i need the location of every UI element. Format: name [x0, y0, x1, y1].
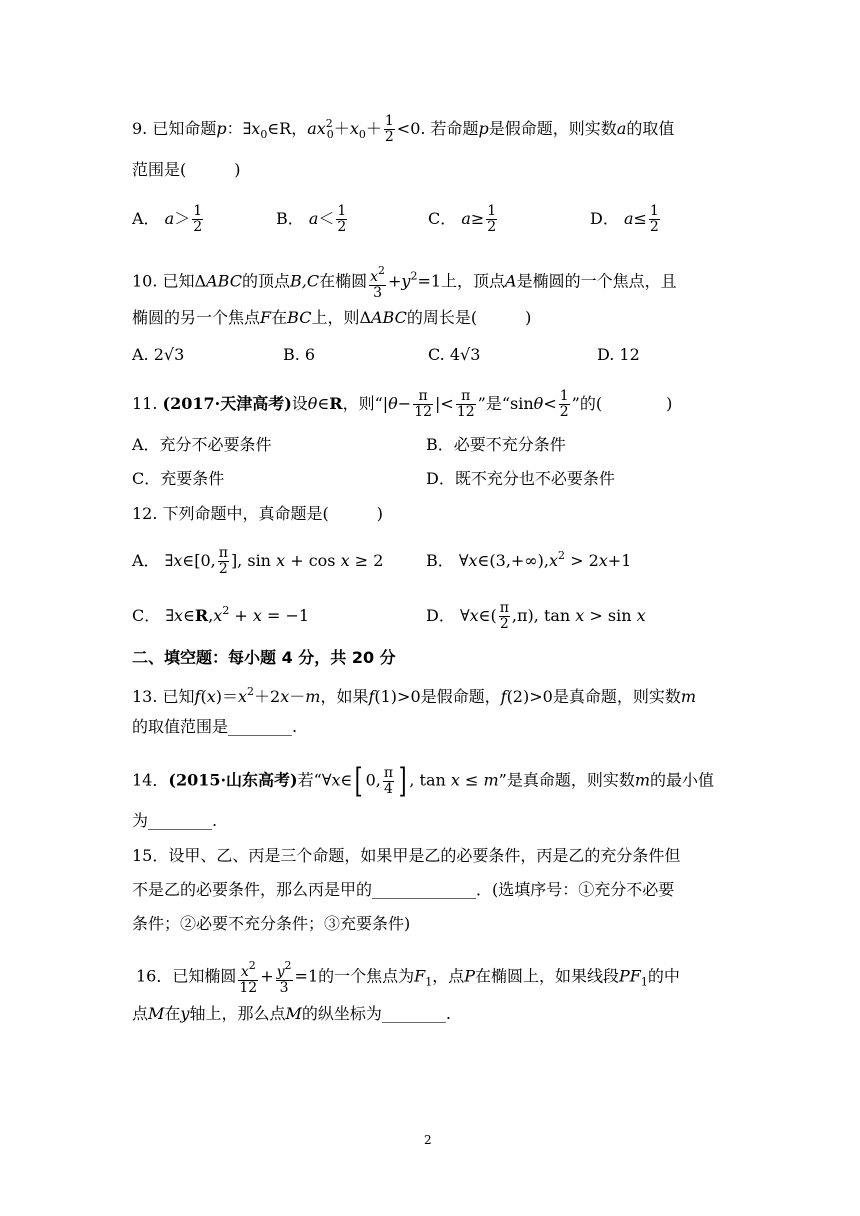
- q9-option-b: B． a＜ $\frac{1}{2}$: [276, 203, 347, 235]
- q12-option-d: D． ∀x∈( $\frac{\pi}{2}$ ,π), tan x > sin x: [426, 600, 646, 632]
- q10-option-c: C. 4√3: [428, 345, 481, 364]
- section-heading: 二、填空题：每小题 4 分，共 20 分: [132, 648, 396, 667]
- q11-option-d: D．既不充分也不必要条件: [426, 469, 615, 488]
- q16-line1: 16．已知椭圆 $\frac{x^2}{12}$ + $\frac{y^2}{3}$ =1的一个焦点为$F_1$，点P在椭圆上，如果线段$PF_1$的中: [136, 959, 680, 996]
- q15-line1: 15．设甲、乙、丙是三个命题，如果甲是乙的必要条件，丙是乙的充分条件但: [132, 846, 681, 865]
- q13-line2: 的取值范围是________.: [132, 717, 298, 736]
- q10-option-a: A. 2√3: [132, 345, 185, 364]
- q11-stem: 11. (2017·天津高考)设θ∈R，则“|θ− $\frac{\pi}{12}$ |< $\frac{\pi}{12}$ ”是“sinθ< $\frac{1}{2}$ ”的( ): [132, 388, 673, 420]
- q11-option-c: C．充要条件: [132, 469, 225, 488]
- q11-option-b: B．必要不充分条件: [426, 435, 566, 454]
- q15-line2: 不是乙的必要条件，那么丙是甲的_____________．(选填序号：①充分不必要: [132, 880, 675, 899]
- q12-stem: 12. 下列命题中，真命题是( ): [132, 504, 384, 523]
- q10-line1: 10. 已知ΔABC的顶点B,C在椭圆 $\frac{x^2}{3}$ $+y^2=1$上，顶点A是椭圆的一个焦点，且: [132, 264, 677, 301]
- q10-option-b: B. 6: [283, 345, 316, 364]
- q9-line2: 范围是( ): [132, 160, 241, 179]
- q14-line1: 14．(2015·山东高考)若“∀x∈[ 0, $\frac{\pi}{4}$ ] , tan x ≤ m”是真命题，则实数m的最小值: [132, 761, 715, 801]
- q16-line2: 点M在y轴上，那么点M的纵坐标为________.: [132, 1004, 451, 1023]
- q11-option-a: A．充分不必要条件: [132, 435, 272, 454]
- q15-line3: 条件；②必要不充分条件；③充要条件): [132, 914, 411, 933]
- q10-option-d: D. 12: [597, 345, 640, 364]
- q9-option-d: D． a≤ $\frac{1}{2}$: [590, 203, 659, 235]
- q9-option-a: A． a＞ $\frac{1}{2}$: [132, 203, 203, 235]
- q12-option-c: C． $\exists x\in R,x^2 + x = -1$: [132, 604, 310, 625]
- q12-option-b: B． $\forall x\in(3,+\infty),x^2 > 2x+1$: [426, 549, 632, 570]
- q10-ellipse-fraction: $\frac{x^2}{3}$: [370, 264, 385, 301]
- q14-line2: 为________.: [132, 811, 218, 830]
- q9-fraction: $\frac{1}{2}$: [384, 113, 394, 145]
- q9-line1: 9. 已知命题p：$\exists x_0\in R$，$ax^2_0+x_0+$ $\frac{1}{2}$ <0. 若命题p是假命题，则实数a的取值: [132, 113, 675, 145]
- q10-line2: 椭圆的另一个焦点F在BC上，则ΔABC的周长是( ): [132, 308, 532, 327]
- q9-option-c: C． a≥ $\frac{1}{2}$: [428, 203, 497, 235]
- q11-source: (2017·天津高考): [162, 394, 292, 413]
- page-number: 2: [424, 1133, 432, 1147]
- q12-option-a: A． ∃x∈[0, $\frac{\pi}{2}$ ], sin x + cos x ≥ 2: [132, 545, 384, 577]
- q13-line1: 13. 已知$f(x)=x^2+2x-m$，如果f(1)>0是假命题，f(2)>0是真命题，则实数m: [132, 685, 696, 706]
- q14-source: (2015·山东高考): [168, 770, 298, 790]
